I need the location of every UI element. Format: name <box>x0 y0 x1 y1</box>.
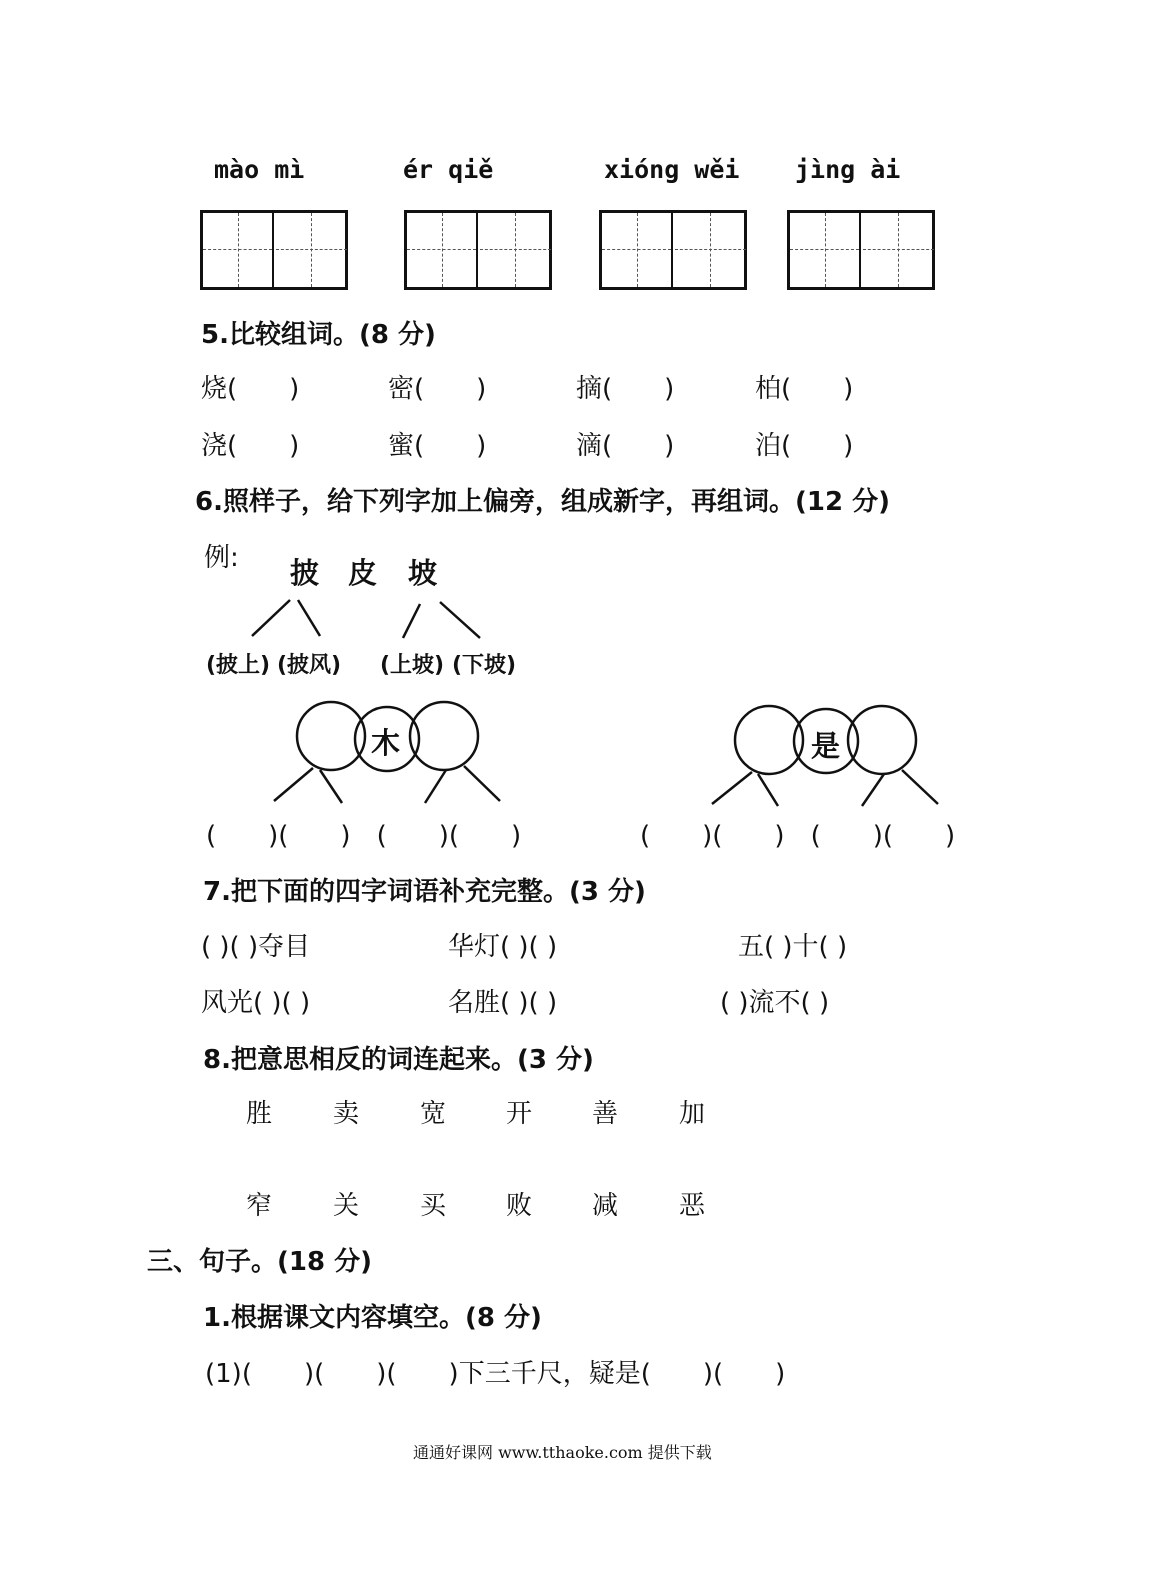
q6-example-label: 例: <box>204 543 239 573</box>
section3-title: 三、句子。(18 分) <box>147 1247 372 1277</box>
q7-item: 华灯( )( ) <box>448 932 558 962</box>
q5-item: 摘( ) <box>576 374 675 404</box>
q8-top-word: 善 <box>592 1099 619 1129</box>
q5-item: 密( ) <box>388 374 487 404</box>
example-char-center: 皮 <box>348 556 378 590</box>
q8-top-word: 卖 <box>333 1099 360 1129</box>
q5-item: 浇( ) <box>201 431 300 461</box>
q8-top-word: 胜 <box>246 1099 273 1129</box>
q7-item: 名胜( )( ) <box>448 988 558 1018</box>
q6-blanks-right: ( )( ) ( )( ) <box>640 821 956 851</box>
example-word: (上坡) <box>380 653 445 678</box>
pinyin-4: jìng ài <box>795 155 901 184</box>
q5-item: 蜜( ) <box>388 431 487 461</box>
section3-q1-title: 1.根据课文内容填空。(8 分) <box>203 1303 542 1333</box>
q8-top-word: 开 <box>506 1099 533 1129</box>
q7-item: 五( )十( ) <box>738 932 848 962</box>
q8-top-word: 宽 <box>420 1099 447 1129</box>
q5-item: 柏( ) <box>755 374 854 404</box>
example-word: (披上) <box>206 653 271 678</box>
q8-bottom-word: 恶 <box>679 1191 706 1221</box>
footer-text: 通通好课网 www.tthaoke.com 提供下载 <box>413 1443 712 1462</box>
example-char-left: 披 <box>290 556 320 590</box>
q8-bottom-word: 减 <box>592 1191 619 1221</box>
q5-item: 滴( ) <box>576 431 675 461</box>
q5-title: 5.比较组词。(8 分) <box>201 320 436 350</box>
example-word: (下坡) <box>452 653 517 678</box>
q6-blanks-left: ( )( ) ( )( ) <box>206 821 522 851</box>
q5-item: 泊( ) <box>755 431 854 461</box>
pinyin-1: mào mì <box>214 155 305 184</box>
example-word: (披风) <box>277 653 342 678</box>
center-char-shi: 是 <box>811 729 841 763</box>
q8-bottom-word: 败 <box>506 1191 533 1221</box>
pinyin-3: xióng wěi <box>604 155 740 184</box>
section3-q1-line: (1)( )( )( )下三千尺，疑是( )( ) <box>205 1359 786 1389</box>
q7-item: ( )流不( ) <box>720 988 830 1018</box>
q5-item: 烧( ) <box>201 374 300 404</box>
example-char-right: 坡 <box>408 556 438 590</box>
q7-item: 风光( )( ) <box>201 988 311 1018</box>
center-char-mu: 木 <box>371 726 401 760</box>
q8-bottom-word: 买 <box>420 1191 447 1221</box>
q8-top-word: 加 <box>679 1099 706 1129</box>
q7-title: 7.把下面的四字词语补充完整。(3 分) <box>203 877 646 907</box>
q6-title: 6.照样子，给下列字加上偏旁，组成新字，再组词。(12 分) <box>195 487 890 517</box>
q7-item: ( )( )夺目 <box>201 932 311 962</box>
q8-title: 8.把意思相反的词连起来。(3 分) <box>203 1045 594 1075</box>
q8-bottom-word: 窄 <box>246 1191 273 1221</box>
q8-bottom-word: 关 <box>333 1191 360 1221</box>
pinyin-2: ér qiě <box>403 155 494 184</box>
